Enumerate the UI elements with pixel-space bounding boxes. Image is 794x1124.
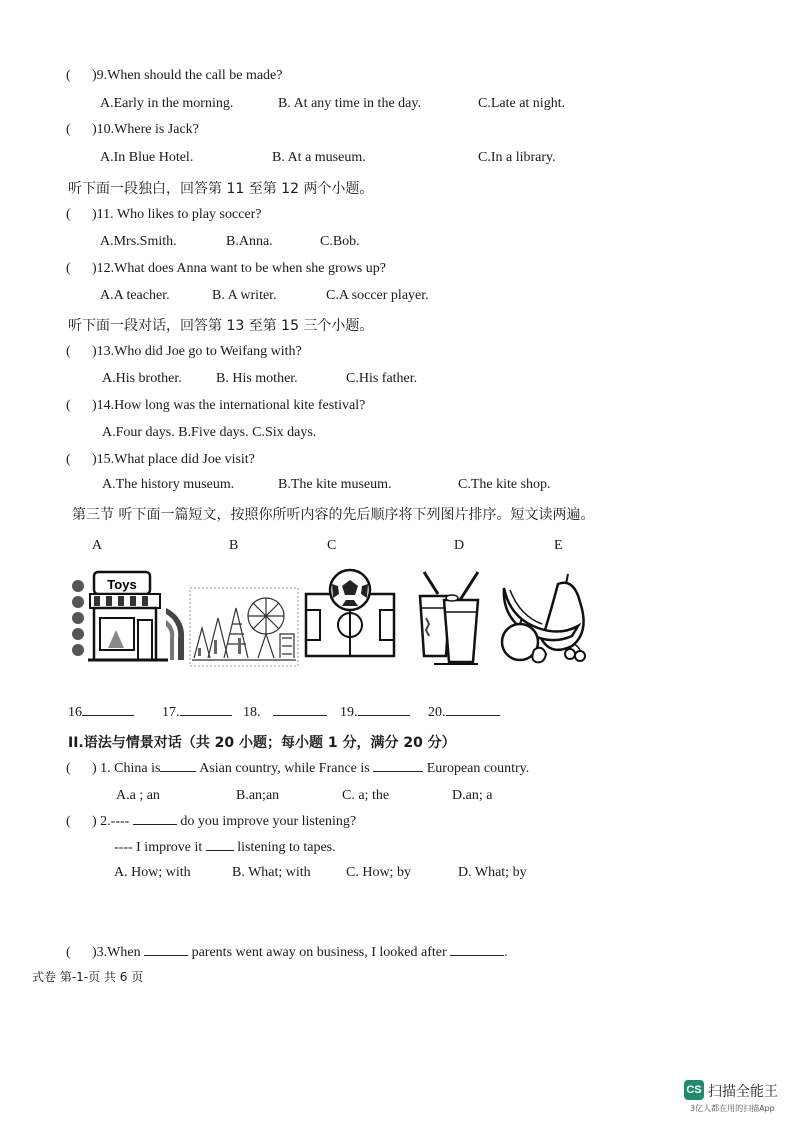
option-a: A.In Blue Hotel. (100, 150, 194, 165)
option-b: B.an;an (236, 788, 280, 803)
question-14: )14.How long was the international kite festival? (92, 398, 366, 413)
instruction-dialogue: 听下面一段对话，回答第 13 至第 15 三个小题。 (68, 318, 374, 334)
scanner-tagline: 3亿人都在用的扫描App (690, 1104, 775, 1113)
question-9: )9.When should the call be made? (92, 68, 283, 83)
answer-paren: ( (66, 452, 71, 467)
option-b: B. His mother. (216, 371, 298, 386)
question-10: )10.Where is Jack? (92, 122, 199, 137)
question-13: )13.Who did Joe go to Weifang with? (92, 344, 302, 359)
answer-paren: ( (66, 814, 71, 829)
picture-label-e: E (554, 538, 563, 553)
option-a: A.The history museum. (102, 477, 235, 492)
answer-paren: ( (66, 207, 71, 222)
option-c: C.Late at night. (478, 96, 566, 111)
page-footer: 式卷 第-1-页 共 6 页 (32, 970, 144, 984)
option-d: D. What; by (458, 865, 527, 880)
blank-20[interactable]: 20. (428, 705, 500, 721)
soccer-field-icon (304, 568, 396, 668)
toy-shop-icon (70, 568, 186, 668)
fruit-icon (496, 568, 592, 668)
options-abc: A.Four days. B.Five days. C.Six days. (102, 425, 317, 440)
grammar-question-2-line2: ---- I improve it listening to tapes. (114, 840, 336, 855)
option-a: A.His brother. (102, 371, 182, 386)
city-scene-icon (188, 568, 300, 668)
option-c: C. How; by (346, 865, 411, 880)
option-b: B. A writer. (212, 288, 277, 303)
option-a: A.Mrs.Smith. (100, 234, 177, 249)
option-d: D.an; a (452, 788, 493, 803)
answer-paren: ( (66, 344, 71, 359)
question-12: )12.What does Anna want to be when she grows up? (92, 261, 386, 276)
answer-paren: ( (66, 68, 71, 83)
blank-18[interactable]: 18. (243, 705, 327, 721)
option-c: C.In a library. (478, 150, 556, 165)
option-c: C.The kite shop. (458, 477, 551, 492)
question-11: )11. Who likes to play soccer? (92, 207, 262, 222)
answer-paren: ( (66, 398, 71, 413)
option-a: A.Early in the morning. (100, 96, 234, 111)
option-b: B. At any time in the day. (278, 96, 421, 111)
blank-17[interactable]: 17. (162, 705, 232, 721)
option-b: B.Anna. (226, 234, 273, 249)
instruction-monologue: 听下面一段独白，回答第 11 至第 12 两个小题。 (68, 181, 374, 197)
answer-paren: ( (66, 761, 71, 776)
option-b: B. What; with (232, 865, 311, 880)
option-c: C.His father. (346, 371, 418, 386)
option-c: C.A soccer player. (326, 288, 429, 303)
grammar-question-3: )3.When parents went away on business, I looked after . (92, 945, 508, 960)
drinks-icon (414, 568, 486, 668)
blank-19[interactable]: 19. (340, 705, 410, 721)
blank-16[interactable]: 16 (68, 705, 134, 721)
scanner-app-name: 扫描全能王 (708, 1084, 778, 1100)
option-a: A. How; with (114, 865, 191, 880)
grammar-question-1: ) 1. China is Asian country, while France is European country. (92, 761, 530, 776)
option-c: C.Bob. (320, 234, 360, 249)
question-15: )15.What place did Joe visit? (92, 452, 255, 467)
answer-paren: ( (66, 945, 71, 960)
picture-label-a: A (92, 538, 103, 553)
option-c: C. a; the (342, 788, 390, 803)
picture-label-b: B (229, 538, 239, 553)
svg-text:Toys: Toys (107, 577, 137, 592)
option-b: B. At a museum. (272, 150, 366, 165)
option-a: A.a ; an (116, 788, 160, 803)
scanner-logo-icon: CS (684, 1080, 704, 1100)
option-b: B.The kite museum. (278, 477, 392, 492)
option-a: A.A teacher. (100, 288, 170, 303)
grammar-question-2: ) 2.---- do you improve your listening? (92, 814, 357, 829)
picture-label-c: C (327, 538, 337, 553)
answer-paren: ( (66, 122, 71, 137)
picture-label-d: D (454, 538, 465, 553)
answer-paren: ( (66, 261, 71, 276)
instruction-section3: 第三节 听下面一篇短文，按照你所听内容的先后顺序将下列图片排序。短文读两遍。 (72, 507, 595, 523)
part2-heading: II.语法与情景对话（共 20 小题；每小题 1 分，满分 20 分） (68, 735, 456, 751)
